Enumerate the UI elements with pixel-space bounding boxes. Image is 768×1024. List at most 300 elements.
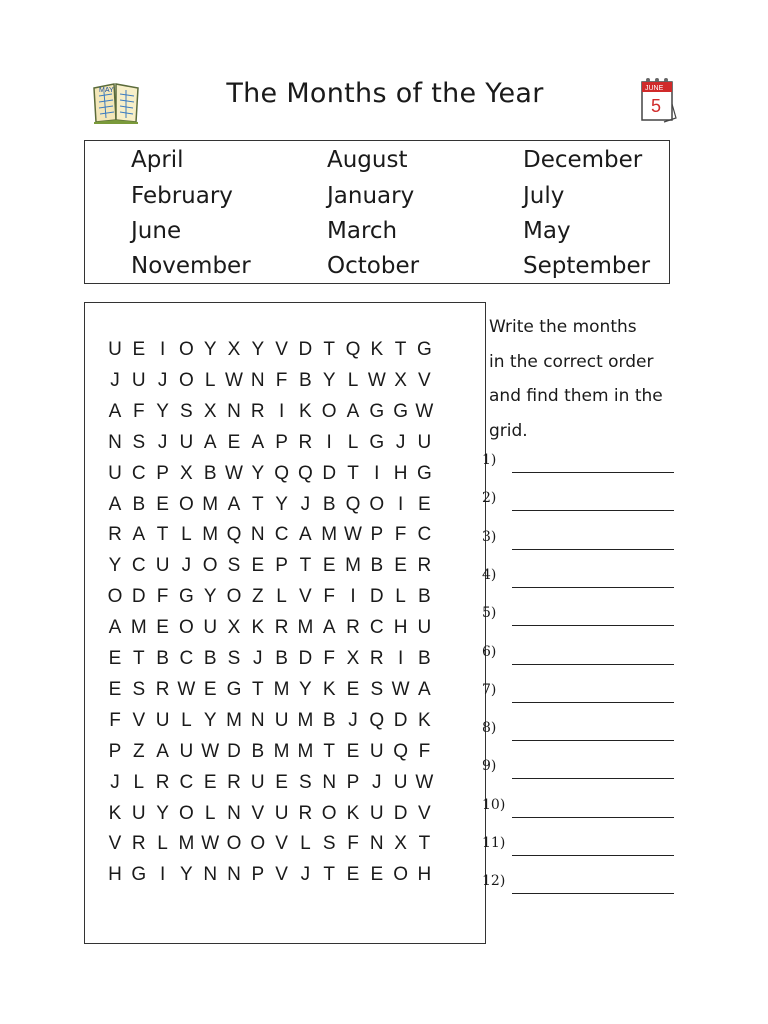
grid-letter: V (418, 369, 431, 391)
answer-line[interactable] (482, 490, 682, 514)
grid-letter: A (156, 740, 169, 762)
answer-number: 10) (482, 796, 506, 813)
grid-letter: U (131, 369, 146, 391)
grid-letter: T (156, 524, 169, 546)
grid-letter: E (108, 678, 122, 700)
grid-letter: J (300, 493, 311, 515)
grid-letter: O (250, 833, 266, 855)
grid-letter: B (370, 555, 384, 577)
grid-letter: U (393, 771, 408, 793)
grid-letter: F (394, 524, 407, 546)
grid-letter: X (227, 617, 241, 639)
answer-line[interactable] (482, 758, 682, 782)
grid-letter: S (132, 678, 146, 700)
grid-letter: Q (226, 524, 242, 546)
grid-letter: M (273, 678, 290, 700)
grid-letter: A (418, 678, 431, 700)
grid-letter: N (369, 833, 384, 855)
answer-number: 7) (482, 681, 497, 698)
answer-blank[interactable] (512, 740, 674, 741)
grid-letter: V (275, 864, 288, 886)
grid-letter: Q (345, 493, 361, 515)
grid-letter: E (227, 431, 241, 453)
grid-letter: X (227, 339, 241, 360)
grid-letter: W (415, 771, 434, 793)
answer-number: 12) (482, 873, 506, 890)
grid-letter: S (370, 678, 384, 700)
grid-letter: O (369, 493, 385, 515)
grid-letter: M (202, 524, 219, 546)
grid-letter: R (250, 400, 265, 422)
grid-letter: I (350, 586, 356, 608)
grid-letter: B (322, 493, 336, 515)
answer-blank[interactable] (512, 893, 674, 894)
grid-letter: W (344, 524, 362, 546)
answer-blank[interactable] (512, 472, 674, 473)
grid-letter: O (393, 864, 408, 886)
grid-letter: J (300, 864, 311, 886)
grid-letter: B (418, 586, 431, 608)
answer-line[interactable] (482, 452, 682, 476)
calendar-icon (636, 74, 678, 124)
grid-letter: S (132, 431, 146, 453)
grid-letter: A (203, 431, 217, 453)
word-bank-item: December (523, 147, 643, 173)
word-bank-item: March (327, 218, 398, 244)
grid-letter: F (323, 586, 335, 608)
grid-letter: V (251, 802, 265, 824)
calendar-icon-day: 5 (651, 96, 662, 116)
grid-letter: K (370, 339, 384, 360)
grid-letter: C (417, 524, 432, 546)
grid-letter: M (297, 709, 314, 731)
grid-letter: X (394, 833, 407, 855)
grid-letter: R (417, 555, 432, 577)
grid-letter: O (321, 400, 337, 422)
answer-line[interactable] (482, 644, 682, 668)
grid-letter: O (179, 493, 194, 515)
word-bank-item: October (327, 253, 420, 279)
answer-blank[interactable] (512, 817, 674, 818)
grid-letter: L (300, 833, 311, 855)
answer-line[interactable] (482, 567, 682, 591)
grid-letter: R (298, 431, 313, 453)
grid-letter: G (417, 462, 432, 484)
grid-letter: Z (132, 740, 145, 762)
grid-letter: B (251, 740, 265, 762)
grid-letter: T (132, 648, 145, 669)
grid-letter: T (299, 555, 312, 577)
grid-letter: J (110, 771, 120, 793)
grid-letter: H (393, 462, 408, 484)
grid-letter: T (347, 462, 359, 484)
grid-letter: A (108, 400, 122, 422)
grid-letter: S (180, 400, 193, 422)
grid-letter: N (250, 369, 265, 391)
grid-letter: R (108, 524, 122, 546)
grid-letter: W (415, 400, 434, 422)
grid-letter: Y (108, 555, 122, 577)
grid-letter: A (132, 524, 146, 546)
grid-letter: W (225, 369, 243, 391)
grid-letter: L (157, 833, 168, 855)
answer-line[interactable] (482, 835, 682, 859)
grid-letter: L (133, 771, 145, 793)
grid-letter: H (417, 864, 432, 886)
grid-letter: U (417, 431, 432, 453)
grid-letter: O (226, 586, 242, 608)
grid-letter: C (179, 771, 194, 793)
grid-letter: A (346, 400, 360, 422)
grid-letter: U (274, 802, 289, 824)
grid-letter: B (203, 462, 217, 484)
grid-letter: B (156, 648, 169, 669)
grid-letter: Y (251, 339, 265, 360)
grid-letter: M (297, 740, 314, 762)
grid-letter: O (202, 555, 218, 577)
grid-letter: P (346, 771, 360, 793)
grid-letter: Q (274, 462, 289, 484)
grid-letter: K (251, 617, 265, 639)
grid-letter: U (250, 771, 265, 793)
grid-letter: L (181, 524, 192, 546)
grid-letter: P (370, 524, 384, 546)
answer-blank[interactable] (512, 510, 674, 511)
grid-letter: V (108, 833, 122, 855)
grid-letter: E (346, 678, 360, 700)
answer-line[interactable] (482, 605, 682, 629)
grid-letter: O (179, 339, 194, 360)
grid-letter: B (132, 493, 146, 515)
grid-letter: B (322, 709, 336, 731)
grid-letter: N (227, 400, 241, 422)
grid-letter: A (322, 617, 336, 639)
grid-letter: V (132, 709, 146, 731)
grid-letter: L (204, 369, 216, 391)
word-bank-item: July (523, 183, 565, 209)
grid-letter: U (179, 740, 194, 762)
grid-letter: I (159, 339, 166, 360)
grid-letter: W (201, 833, 220, 855)
grid-letter: M (273, 740, 290, 762)
answer-line[interactable] (482, 682, 682, 706)
grid-letter: J (253, 648, 263, 669)
grid-letter: Y (299, 678, 312, 700)
answer-blank[interactable] (512, 855, 674, 856)
grid-letter: Q (369, 709, 385, 731)
answer-blank[interactable] (512, 702, 674, 703)
grid-letter: U (369, 802, 384, 824)
grid-letter: B (203, 648, 217, 669)
answer-blank[interactable] (512, 587, 674, 588)
grid-letter: S (227, 648, 241, 669)
grid-letter: P (156, 462, 169, 484)
grid-letter: K (108, 802, 122, 824)
grid-letter: C (274, 524, 289, 546)
grid-letter: B (418, 648, 431, 669)
grid-letter: M (226, 709, 242, 731)
answer-line[interactable] (482, 873, 682, 897)
grid-letter: S (299, 771, 312, 793)
grid-letter: P (275, 431, 288, 453)
grid-letter: G (369, 400, 385, 422)
grid-letter: N (227, 864, 241, 886)
grid-letter: V (275, 339, 288, 360)
grid-letter: T (418, 833, 431, 855)
answer-blank[interactable] (512, 778, 674, 779)
grid-letter: J (181, 555, 192, 577)
grid-letter: G (369, 431, 385, 453)
grid-letter: F (156, 586, 169, 608)
grid-letter: E (322, 555, 336, 577)
grid-letter: O (179, 369, 194, 391)
grid-letter: I (278, 400, 285, 422)
grid-letter: X (180, 462, 193, 484)
answer-line[interactable] (482, 720, 682, 744)
grid-letter: O (179, 617, 194, 639)
grid-letter: Y (156, 802, 169, 824)
grid-letter: A (108, 617, 122, 639)
grid-letter: G (417, 339, 432, 360)
grid-letter: A (251, 431, 265, 453)
grid-letter: M (178, 833, 195, 855)
grid-letter: J (395, 431, 406, 453)
grid-letter: V (299, 586, 312, 608)
word-bank-item: August (327, 147, 408, 173)
word-bank-item: April (131, 147, 184, 173)
grid-letter: M (345, 555, 361, 577)
grid-letter: E (370, 864, 384, 886)
grid-letter: D (131, 586, 146, 608)
grid-letter: U (155, 709, 170, 731)
grid-letter: U (179, 431, 194, 453)
grid-letter: S (322, 833, 336, 855)
answer-line[interactable] (482, 529, 682, 553)
grid-letter: U (108, 462, 122, 484)
grid-letter: D (322, 462, 337, 484)
grid-letter: I (397, 648, 404, 669)
answer-number: 9) (482, 758, 497, 775)
book-icon (92, 78, 140, 124)
grid-letter: G (393, 400, 408, 422)
grid-letter: N (227, 802, 241, 824)
grid-letter: Y (203, 709, 217, 731)
page-title: The Months of the Year (226, 78, 544, 109)
word-bank-item: September (523, 253, 651, 279)
grid-letter: Y (275, 493, 288, 515)
grid-letter: U (369, 740, 384, 762)
grid-letter: K (322, 678, 336, 700)
grid-letter: E (346, 864, 360, 886)
grid-letter: F (109, 709, 121, 731)
word-bank-item: February (131, 183, 233, 209)
grid-letter: P (251, 864, 265, 886)
grid-letter: W (177, 678, 196, 700)
grid-letter: O (226, 833, 242, 855)
grid-letter: E (346, 740, 360, 762)
grid-letter: W (391, 678, 410, 700)
grid-letter: Y (322, 369, 336, 391)
grid-letter: C (131, 462, 146, 484)
grid-letter: D (298, 339, 313, 360)
grid-letter: Y (203, 586, 217, 608)
word-bank-item: June (131, 218, 182, 244)
grid-letter: E (418, 493, 431, 515)
grid-letter: A (227, 493, 241, 515)
grid-letter: C (131, 555, 146, 577)
grid-letter: I (159, 864, 166, 886)
grid-letter: Q (298, 462, 313, 484)
grid-letter: N (250, 709, 265, 731)
grid-letter: B (299, 369, 312, 391)
grid-letter: N (203, 864, 218, 886)
grid-letter: D (227, 740, 241, 762)
grid-letter: R (369, 648, 384, 669)
grid-letter: J (348, 709, 358, 731)
grid-letter: D (393, 709, 408, 731)
grid-letter: F (418, 740, 431, 762)
answer-number: 5) (482, 605, 497, 622)
grid-letter: Y (180, 864, 193, 886)
grid-letter: W (225, 462, 243, 484)
grid-letter: I (326, 431, 332, 453)
grid-letter: E (275, 771, 288, 793)
grid-letter: M (297, 617, 314, 639)
grid-letter: F (347, 833, 359, 855)
grid-letter: J (157, 431, 168, 453)
grid-letter: K (299, 400, 312, 422)
grid-letter: G (131, 864, 147, 886)
grid-letter: N (108, 431, 122, 453)
answer-blank[interactable] (512, 625, 674, 626)
grid-letter: W (367, 369, 386, 391)
grid-letter: U (274, 709, 289, 731)
grid-letter: P (108, 740, 122, 762)
grid-letter: Y (156, 400, 169, 422)
grid-letter: E (156, 617, 169, 639)
grid-letter: H (393, 617, 408, 639)
grid-letter: E (394, 555, 407, 577)
grid-letter: C (179, 648, 194, 669)
letter-grid (84, 302, 486, 944)
grid-letter: U (203, 617, 218, 639)
grid-letter: C (369, 617, 384, 639)
word-bank (84, 140, 670, 284)
grid-letter: L (204, 802, 216, 824)
grid-letter: W (201, 740, 220, 762)
grid-letter: F (132, 400, 145, 422)
grid-letter: Q (345, 339, 361, 360)
grid-letter: K (346, 802, 360, 824)
grid-letter: A (299, 524, 312, 546)
grid-letter: E (203, 678, 217, 700)
grid-letter: E (108, 648, 122, 669)
grid-letter: R (131, 833, 146, 855)
grid-letter: V (418, 802, 431, 824)
grid-letter: D (298, 648, 313, 669)
grid-letter: N (322, 771, 337, 793)
word-bank-item: November (131, 253, 251, 279)
grid-letter: T (394, 339, 407, 360)
grid-letter: T (323, 864, 335, 886)
grid-letter: H (108, 864, 122, 886)
answer-line[interactable] (482, 797, 682, 821)
answer-number: 11) (482, 835, 506, 851)
grid-letter: T (251, 493, 264, 515)
grid-letter: J (157, 369, 168, 391)
answer-number: 8) (482, 720, 497, 737)
grid-letter: T (251, 678, 264, 700)
grid-letter: U (155, 555, 170, 577)
grid-letter: I (374, 462, 380, 484)
grid-letter: B (275, 648, 288, 669)
grid-letter: M (130, 617, 147, 639)
grid-letter: M (202, 493, 219, 515)
grid-letter: E (251, 555, 265, 577)
grid-letter: L (181, 709, 192, 731)
grid-letter: V (275, 833, 288, 855)
grid-letter: U (417, 617, 432, 639)
grid-letter: R (155, 771, 170, 793)
grid-letter: R (227, 771, 241, 793)
answer-number: 4) (482, 566, 497, 583)
grid-letter: E (132, 339, 146, 360)
word-bank-item: January (327, 183, 415, 209)
grid-letter: L (347, 431, 359, 453)
answer-number: 1) (482, 452, 497, 468)
answer-number: 3) (482, 528, 497, 545)
grid-letter: L (347, 369, 359, 391)
grid-letter: A (108, 493, 122, 515)
grid-letter: F (275, 369, 288, 391)
grid-letter: L (276, 586, 287, 608)
grid-letter: G (226, 678, 242, 700)
grid-letter: M (321, 524, 338, 546)
grid-letter: U (131, 802, 146, 824)
answer-number: 2) (482, 490, 497, 507)
grid-letter: U (108, 339, 122, 360)
grid-letter: O (321, 802, 337, 824)
grid-letter: O (107, 586, 123, 608)
grid-letter: D (393, 802, 408, 824)
grid-letter: K (418, 709, 431, 731)
grid-letter: S (227, 555, 241, 577)
answer-blank[interactable] (512, 549, 674, 550)
answer-number: 6) (482, 643, 497, 660)
grid-letter: D (369, 586, 384, 608)
grid-letter: F (323, 648, 335, 669)
grid-letter: T (323, 740, 335, 762)
book-icon-label: MAY (99, 87, 114, 94)
grid-letter: X (346, 648, 360, 669)
grid-letter: Y (251, 462, 265, 484)
answer-blank[interactable] (512, 664, 674, 665)
instructions: Write the months in the correct order and find them in the grid. (489, 317, 663, 441)
grid-letter: J (110, 369, 120, 391)
grid-letter: J (372, 771, 382, 793)
grid-letter: R (346, 617, 360, 639)
grid-letter: Y (203, 339, 217, 360)
grid-letter: R (298, 802, 313, 824)
grid-letter: G (179, 586, 194, 608)
grid-letter: R (155, 678, 170, 700)
calendar-icon-month: JUNE (645, 85, 664, 92)
grid-letter: E (203, 771, 217, 793)
grid-letter: E (156, 493, 169, 515)
grid-letter: X (394, 369, 407, 391)
grid-letter: O (179, 802, 194, 824)
grid-letter: X (203, 400, 217, 422)
